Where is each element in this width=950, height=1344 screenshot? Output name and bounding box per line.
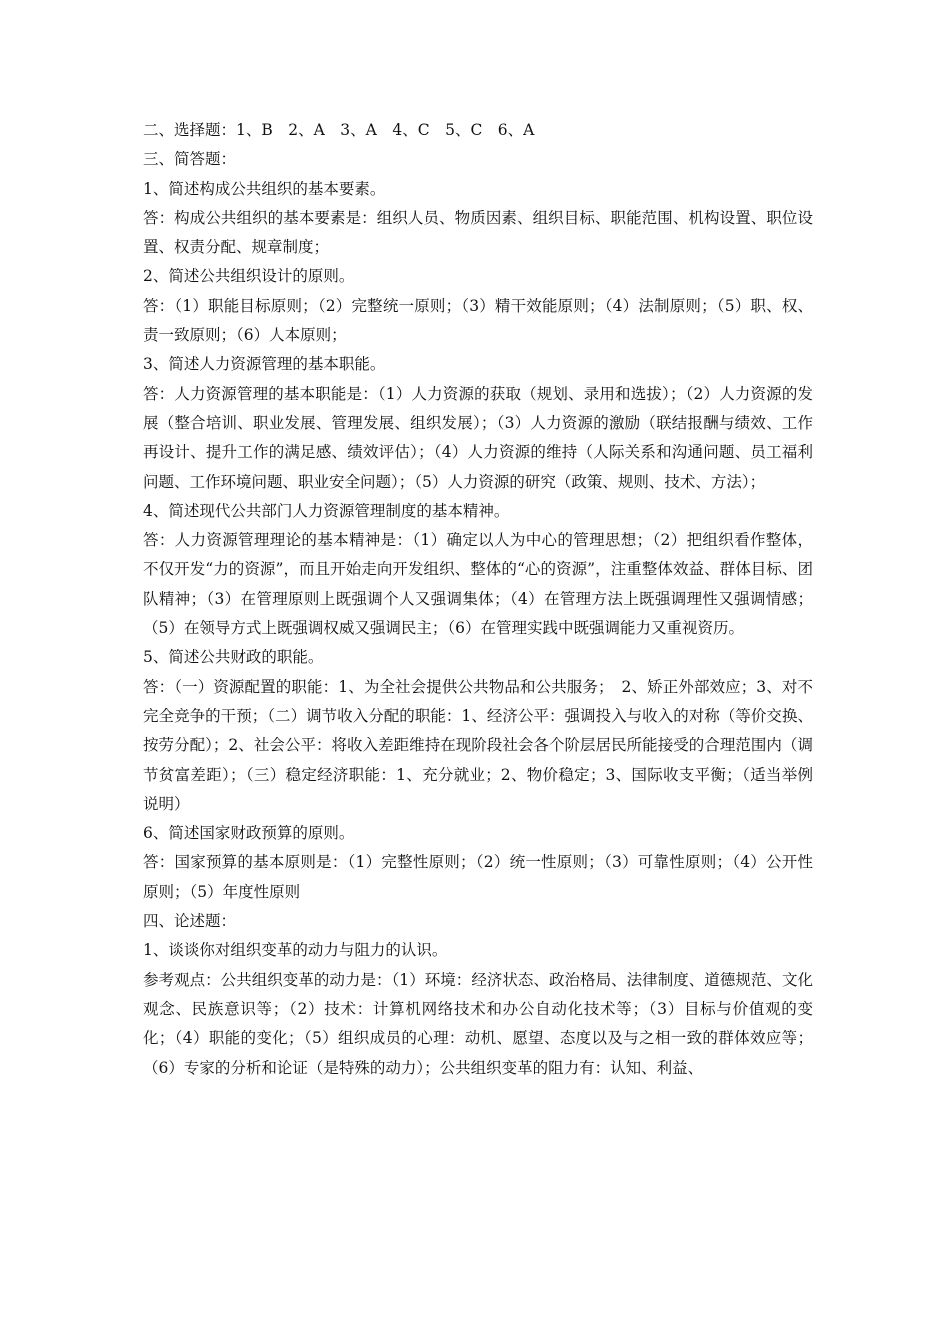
answer-6: 答：国家预算的基本原则是：（1）完整性原则；（2）统一性原则；（3）可靠性原则；（4）公开性原则；（5）年度性原则 [143, 853, 813, 901]
essay-answer-1: 参考观点：公共组织变革的动力是：（1）环境：经济状态、政治格局、法律制度、道德规范、文化观念、民族意识等；（2）技术：计算机网络技术和办公自动化技术等；（3）目标与价值观的变化；（4）职能的变化；（5）组织成员的心理：动机、愿望、态度以及与之相一致的群体效应等；（6）专家的分析和论证（是特殊的动力）；公共组织变革的阻力有：认知、利益、 [143, 970, 813, 1077]
answer-1: 答：构成公共组织的基本要素是：组织人员、物质因素、组织目标、职能范围、机构设置、职位设置、权责分配、规章制度； [143, 208, 813, 257]
question-2: 2、简述公共组织设计的原则。 [143, 267, 355, 286]
question-3: 3、简述人力资源管理的基本职能。 [143, 355, 386, 374]
question-4: 4、简述现代公共部门人力资源管理制度的基本精神。 [143, 501, 510, 520]
answer-3: 答：人力资源管理的基本职能是：（1）人力资源的获取（规划、录用和选拔）；（2）人力资源的发展（整合培训、职业发展、管理发展、组织发展）；（3）人力资源的激励（联结报酬与绩效、工作再设计、提升工作的满足感、绩效评估）；（4）人力资源的维持（人际关系和沟通问题、员工福利问题、工作环境问题、职业安全问题）；（5）人力资源的研究（政策、规则、技术、方法）； [143, 384, 813, 491]
question-1: 1、简述构成公共组织的基本要素。 [143, 179, 386, 198]
answer-5: 答：（一）资源配置的职能：1、为全社会提供公共物品和公共服务； 2、矫正外部效应；3、对不完全竞争的干预；（二）调节收入分配的职能：1、经济公平：强调投入与收入的对称（等价交换、按劳分配）；2、社会公平：将收入差距维持在现阶段社会各个阶层居民所能接受的合理范围内（调节贫富差距）；（三）稳定经济职能：1、充分就业；2、物价稳定；3、国际收支平衡；（适当举例说明） [143, 677, 813, 813]
answer-4: 答：人力资源管理理论的基本精神是：（1）确定以人为中心的管理思想；（2）把组织看作整体，不仅开发“力的资源”，而且开始走向开发组织、整体的“心的资源”，注重整体效益、群体目标、团队精神；（3）在管理原则上既强调个人又强调集体；（4）在管理方法上既强调理性又强调情感；（5）在领导方式上既强调权威又强调民主；（6）在管理实践中既强调能力又重视资历。 [143, 531, 813, 638]
section-heading-choice: 二、选择题：1、B 2、A 3、A 4、C 5、C 6、A [143, 121, 535, 139]
document-page [143, 116, 813, 1083]
question-5: 5、简述公共财政的职能。 [143, 648, 324, 667]
question-6: 6、简述国家财政预算的原则。 [143, 824, 355, 843]
section-heading-short-answer: 三、简答题： [143, 150, 237, 169]
essay-question-1: 1、谈谈你对组织变革的动力与阻力的认识。 [143, 941, 448, 960]
answer-2: 答：（1）职能目标原则；（2）完整统一原则；（3）精干效能原则；（4）法制原则；（5）职、权、责一致原则；（6）人本原则； [143, 296, 813, 345]
section-heading-essay: 四、论述题： [143, 912, 237, 931]
